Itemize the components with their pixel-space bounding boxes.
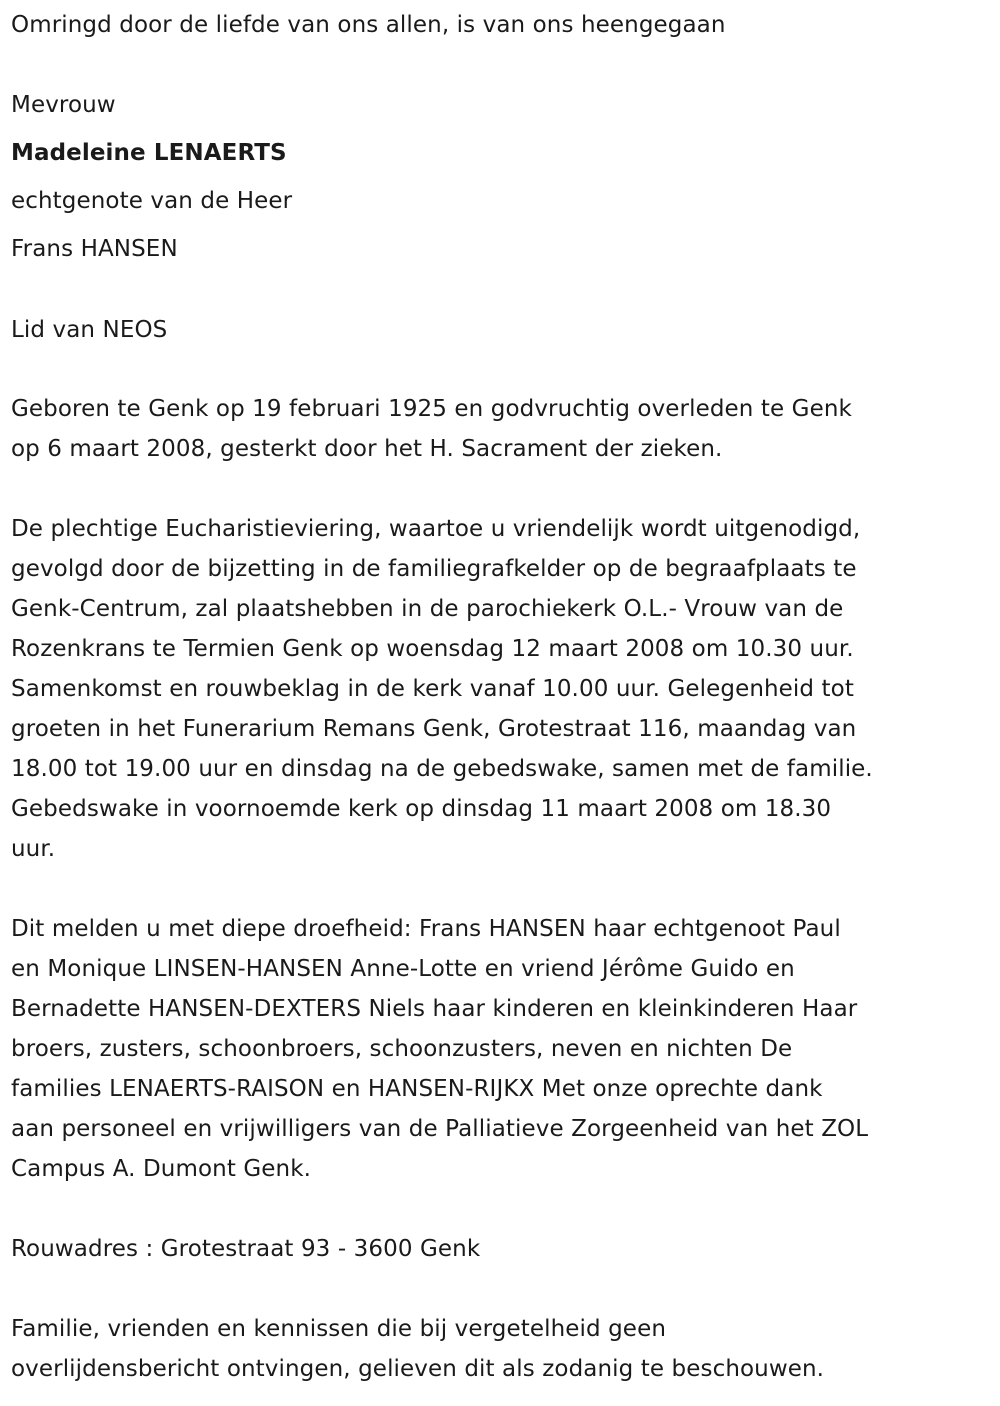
spouse-name: Frans HANSEN [11, 236, 178, 262]
ceremony-line: Samenkomst en rouwbeklag in de kerk vanaf 10.00 uur. Gelegenheid tot [11, 676, 854, 702]
family-line: en Monique LINSEN-HANSEN Anne-Lotte en vriend Jérôme Guido en [11, 956, 795, 982]
spouse-relation: echtgenote van de Heer [11, 188, 293, 214]
closing-line: overlijdensbericht ontvingen, gelieven dit als zodanig te beschouwen. [11, 1356, 825, 1382]
membership: Lid van NEOS [11, 317, 168, 343]
ceremony-line: Rozenkrans te Termien Genk op woensdag 12 maart 2008 om 10.30 uur. [11, 636, 854, 662]
family-line: Bernadette HANSEN-DEXTERS Niels haar kinderen en kleinkinderen Haar [11, 996, 858, 1022]
family-line: aan personeel en vrijwilligers van de Palliatieve Zorgeenheid van het ZOL [11, 1116, 869, 1142]
closing-line: Familie, vrienden en kennissen die bij vergetelheid geen [11, 1316, 666, 1342]
ceremony-line: 18.00 tot 19.00 uur en dinsdag na de gebedswake, samen met de familie. [11, 756, 873, 782]
ceremony-line: groeten in het Funerarium Remans Genk, Grotestraat 116, maandag van [11, 716, 857, 742]
ceremony-line: uur. [11, 836, 56, 862]
salutation: Mevrouw [11, 92, 116, 118]
ceremony-line: Gebedswake in voornoemde kerk op dinsdag 11 maart 2008 om 18.30 [11, 796, 832, 822]
birth-death-line: op 6 maart 2008, gesterkt door het H. Sacrament der zieken. [11, 436, 723, 462]
birth-death-line: Geboren te Genk op 19 februari 1925 en godvruchtig overleden te Genk [11, 396, 852, 422]
family-line: Dit melden u met diepe droefheid: Frans HANSEN haar echtgenoot Paul [11, 916, 841, 942]
mourning-address: Rouwadres : Grotestraat 93 - 3600 Genk [11, 1236, 481, 1262]
ceremony-line: De plechtige Eucharistieviering, waartoe u vriendelijk wordt uitgenodigd, [11, 516, 861, 542]
family-line: families LENAERTS-RAISON en HANSEN-RIJKX Met onze oprechte dank [11, 1076, 823, 1102]
ceremony-line: gevolgd door de bijzetting in de familiegrafkelder op de begraafplaats te [11, 556, 857, 582]
family-line: Campus A. Dumont Genk. [11, 1156, 312, 1182]
deceased-name: Madeleine LENAERTS [11, 140, 287, 166]
intro-text: Omringd door de liefde van ons allen, is van ons heengegaan [11, 12, 726, 38]
ceremony-line: Genk-Centrum, zal plaatshebben in de parochiekerk O.L.- Vrouw van de [11, 596, 844, 622]
family-line: broers, zusters, schoonbroers, schoonzusters, neven en nichten De [11, 1036, 793, 1062]
